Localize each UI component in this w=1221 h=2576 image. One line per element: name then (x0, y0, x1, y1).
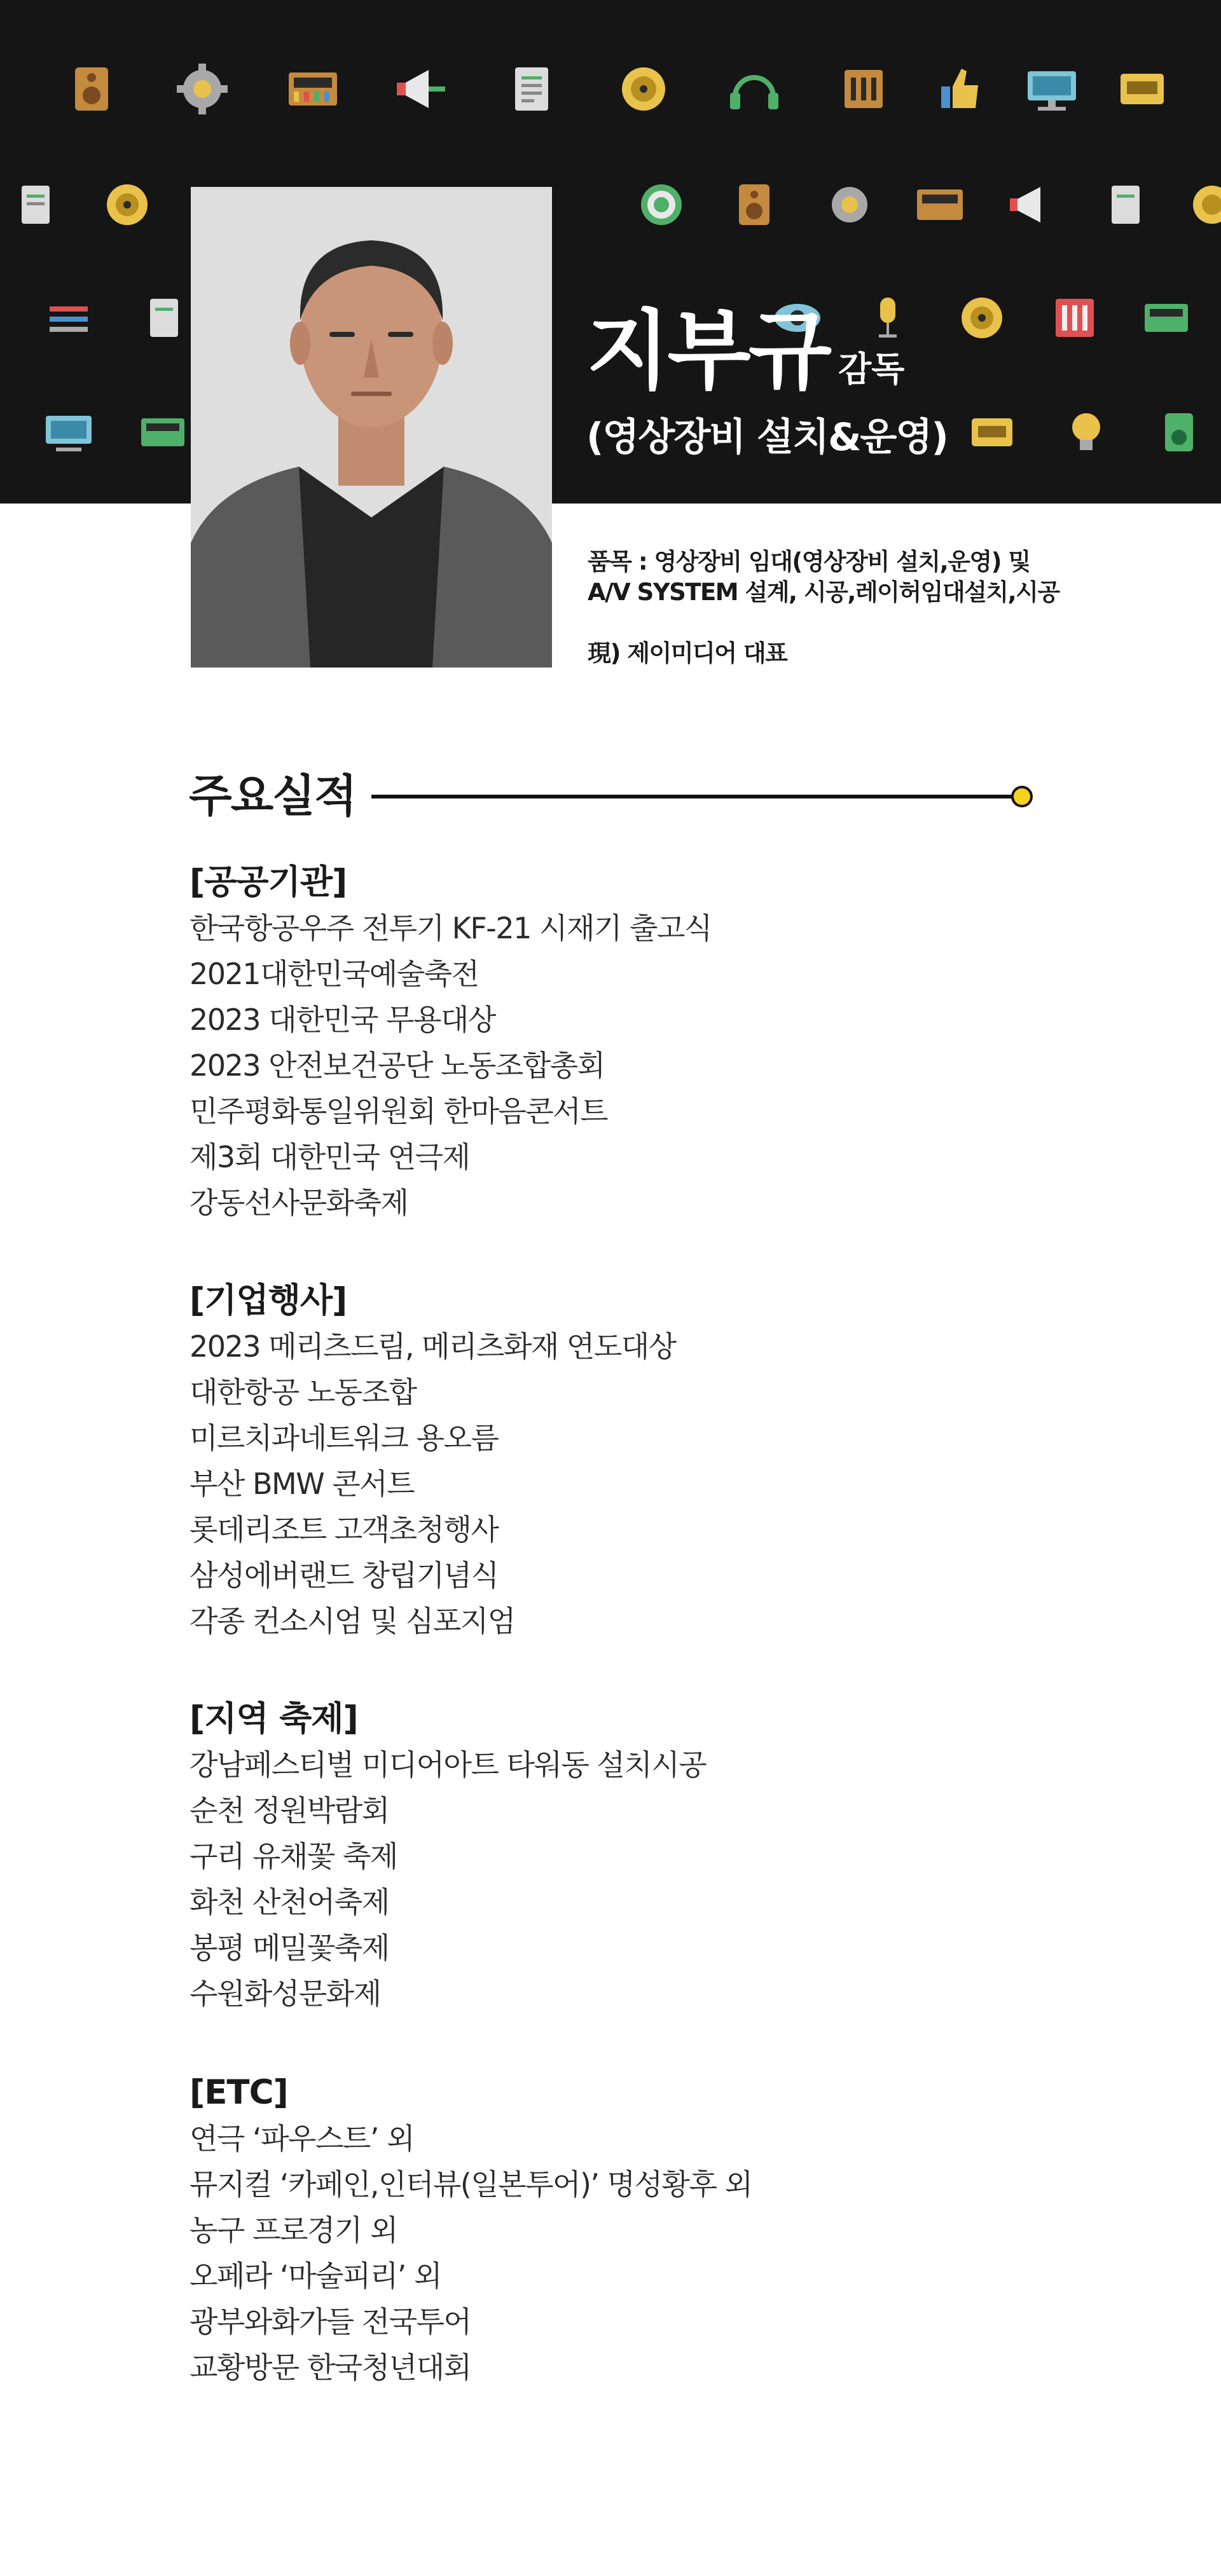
keyboard-icon (1056, 299, 1094, 337)
list-item: 구리 유채꽃 축제 (190, 1839, 397, 1874)
cable-icon (50, 306, 88, 332)
vinyl-record-icon (1193, 186, 1221, 224)
megaphone-icon (1010, 187, 1040, 223)
speaker-icon (75, 67, 108, 111)
list-item: 2023 안전보건공단 노동조합총회 (190, 1048, 605, 1083)
mixer-icon (917, 189, 963, 220)
list-item: 강남페스티벌 미디어아트 타워동 설치시공 (190, 1748, 707, 1782)
gear-icon (832, 187, 867, 223)
section-title: 주요실적 (189, 770, 356, 822)
list-item: 삼성에버랜드 창립기념식 (190, 1558, 499, 1593)
list-item: 2021대한민국예술축전 (190, 957, 479, 991)
vinyl-record-icon (622, 67, 665, 111)
list-item: 미르치과네트워크 용오름 (190, 1421, 499, 1455)
list-item: 화천 산천어축제 (190, 1885, 389, 1919)
lightbulb-icon (1072, 413, 1100, 450)
category-title: [ETC] (190, 2073, 288, 2112)
list-item: 연극 ‘파우스트’ 외 (190, 2121, 415, 2156)
document-icon (1112, 186, 1140, 224)
cassette-icon (972, 418, 1012, 446)
list-item: 부산 BMW 콘서트 (190, 1467, 415, 1501)
list-item: 광부와화가들 전국투어 (190, 2305, 471, 2339)
list-item: 농구 프로경기 외 (190, 2213, 397, 2247)
monitor-icon (1028, 71, 1076, 111)
document-icon (150, 299, 178, 337)
list-item: 오페라 ‘마술피리’ 외 (190, 2259, 441, 2293)
thumbs-up-icon (941, 69, 978, 108)
document-icon (515, 67, 548, 111)
list-item: 2023 메리츠드림, 메리츠화재 연도대상 (190, 1329, 676, 1364)
vinyl-record-icon (107, 184, 148, 225)
mixer-icon (141, 418, 184, 446)
list-item: 제3회 대한민국 연극제 (190, 1140, 470, 1174)
list-item: 뮤지컬 ‘카페인,인터뷰(일본투어)’ 명성황후 외 (190, 2167, 752, 2202)
list-item: 2023 대한민국 무용대상 (190, 1003, 495, 1037)
category-regional-festivals (190, 1696, 1080, 2017)
section-divider-line (371, 795, 1020, 798)
list-item: 민주평화통일위원회 한마음콘서트 (190, 1094, 608, 1128)
speaker-icon (1165, 413, 1193, 451)
document-icon (22, 186, 50, 224)
list-item: 대한항공 노동조합 (190, 1375, 417, 1409)
profile-description (588, 547, 1071, 669)
target-icon (641, 184, 682, 225)
cassette-icon (1121, 74, 1164, 104)
vinyl-record-icon (962, 298, 1002, 338)
achievement-list (190, 1742, 1080, 2017)
list-item: 교황방문 한국청년대회 (190, 2350, 471, 2385)
list-item: 강동선사문화축제 (190, 1186, 408, 1220)
list-item: 각종 컨소시엄 및 심포지엄 (190, 1604, 515, 1638)
profile-photo (191, 187, 552, 668)
category-corporate-events (190, 1278, 1080, 1644)
list-item: 순천 정원박람회 (190, 1793, 389, 1828)
headphones-icon (730, 78, 778, 109)
monitor-icon (46, 416, 92, 451)
equalizer-icon (845, 70, 883, 108)
list-item: 수원화성문화제 (190, 1977, 381, 2011)
category-etc (190, 2070, 1080, 2390)
megaphone-icon (397, 70, 445, 108)
list-item: 한국항공우주 전투기 KF-21 시재기 출고식 (190, 911, 712, 945)
achievement-list (190, 1324, 1080, 1644)
mixer-icon (1145, 304, 1188, 332)
mixer-icon (289, 72, 337, 106)
director-role: 감독 (838, 349, 905, 389)
section-divider-dot (1011, 786, 1033, 807)
list-item: 롯데리조트 고객초청행사 (190, 1512, 499, 1547)
category-title: [지역 축제] (190, 1699, 358, 1738)
category-title: [기업행사] (190, 1281, 347, 1320)
product-line-2: A/V SYSTEM 설계, 시공,레이허임대설치,시공 (588, 579, 1059, 606)
director-name-line (586, 301, 905, 402)
current-position: 現) 제이미디어 대표 (588, 640, 787, 667)
product-line-1: 품목 : 영상장비 임대(영상장비 설치,운영) 및 (588, 548, 1030, 575)
list-item: 봉평 메밀꽃축제 (190, 1931, 389, 1965)
speaker-icon (739, 184, 769, 225)
director-specialty: (영상장비 설치&운영) (586, 415, 948, 460)
gear-icon (177, 64, 228, 114)
category-public-institutions (190, 860, 1080, 1226)
director-name: 지부규 (586, 301, 830, 402)
achievement-list (190, 2116, 1080, 2390)
achievement-list (190, 905, 1080, 1226)
category-title: [공공기관] (190, 863, 347, 901)
